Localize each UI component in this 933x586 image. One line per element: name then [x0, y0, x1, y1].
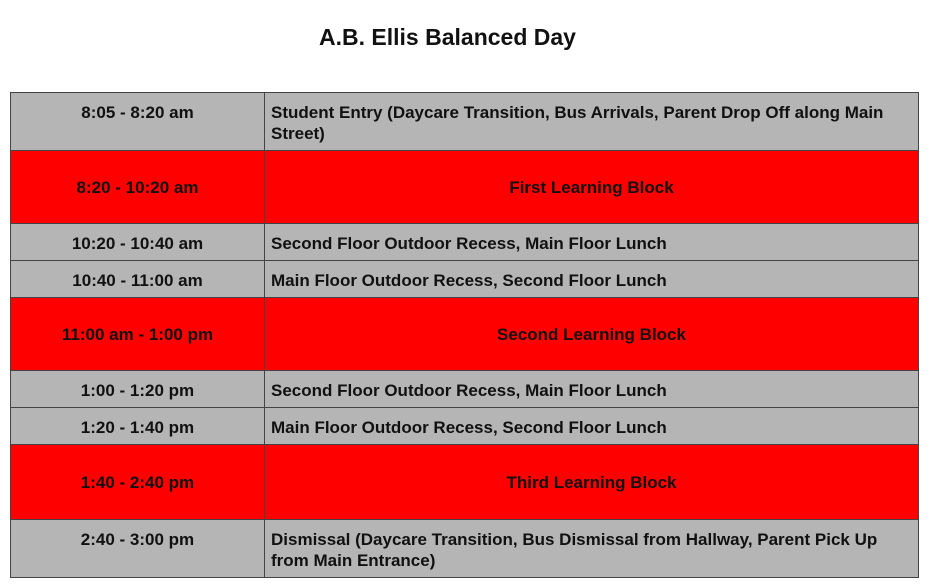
- schedule-row-learning-block: [11, 298, 919, 371]
- activity-cell: Third Learning Block: [265, 445, 919, 520]
- activity-cell: Student Entry (Daycare Transition, Bus Arrivals, Parent Drop Off along Main Street): [265, 93, 919, 151]
- schedule-row: [11, 261, 919, 298]
- activity-cell: Dismissal (Daycare Transition, Bus Dismissal from Hallway, Parent Pick Up from Main Entrance): [265, 520, 919, 578]
- schedule-row: [11, 371, 919, 408]
- activity-cell: Second Floor Outdoor Recess, Main Floor Lunch: [265, 371, 919, 408]
- time-cell: 1:20 - 1:40 pm: [11, 408, 265, 445]
- schedule-table: [10, 92, 919, 578]
- schedule-row-learning-block: [11, 151, 919, 224]
- time-cell: 10:20 - 10:40 am: [11, 224, 265, 261]
- activity-cell: Second Floor Outdoor Recess, Main Floor Lunch: [265, 224, 919, 261]
- time-cell: 1:00 - 1:20 pm: [11, 371, 265, 408]
- activity-cell: Main Floor Outdoor Recess, Second Floor Lunch: [265, 408, 919, 445]
- schedule-row: [11, 520, 919, 578]
- time-cell: 11:00 am - 1:00 pm: [11, 298, 265, 371]
- activity-cell: Main Floor Outdoor Recess, Second Floor Lunch: [265, 261, 919, 298]
- time-cell: 2:40 - 3:00 pm: [11, 520, 265, 578]
- time-cell: 10:40 - 11:00 am: [11, 261, 265, 298]
- schedule-row: [11, 408, 919, 445]
- schedule-row: [11, 93, 919, 151]
- time-cell: 8:20 - 10:20 am: [11, 151, 265, 224]
- schedule-row: [11, 224, 919, 261]
- activity-cell: First Learning Block: [265, 151, 919, 224]
- schedule-row-learning-block: [11, 445, 919, 520]
- page-title: A.B. Ellis Balanced Day: [319, 24, 576, 50]
- time-cell: 1:40 - 2:40 pm: [11, 445, 265, 520]
- activity-cell: Second Learning Block: [265, 298, 919, 371]
- time-cell: 8:05 - 8:20 am: [11, 93, 265, 151]
